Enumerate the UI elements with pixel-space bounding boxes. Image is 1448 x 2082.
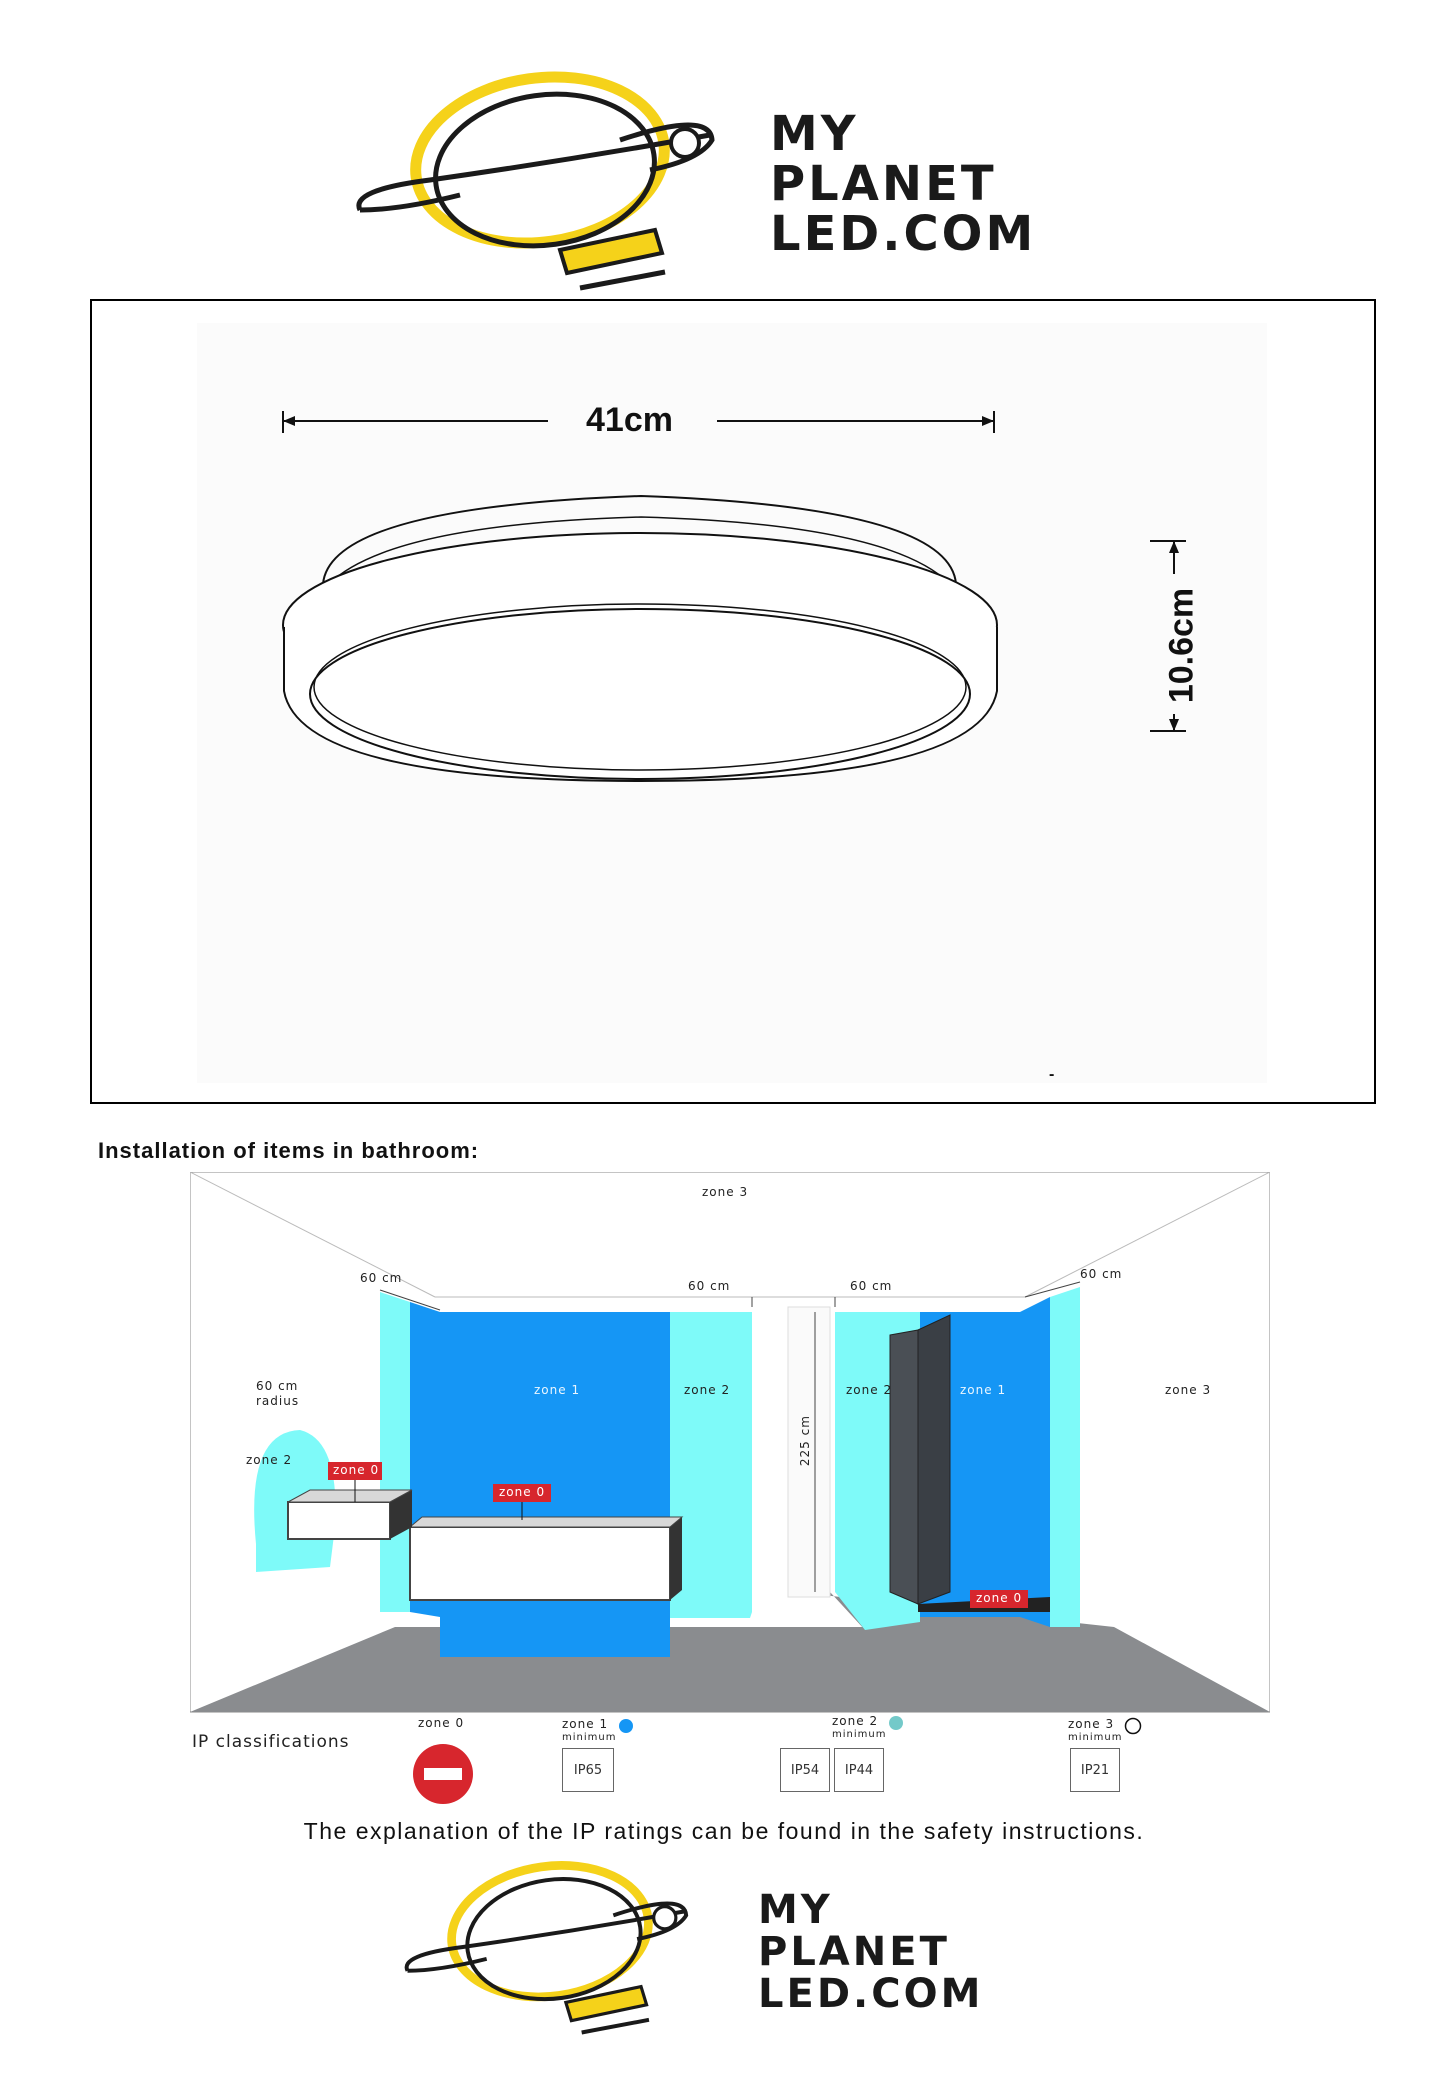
bathroom-zones-diagram <box>190 1172 1270 1714</box>
logo-top <box>340 60 1100 290</box>
zone0-shower-label: zone 0 <box>976 1591 1023 1605</box>
product-dimension-frame <box>90 299 1376 1104</box>
zone3-top-label: zone 3 <box>702 1185 749 1199</box>
dim-60-right-label: 60 cm <box>1080 1267 1123 1281</box>
ip-zone2-min: minimum <box>832 1729 887 1740</box>
ip21-box: IP21 <box>1070 1748 1120 1792</box>
zone1-bath-label: zone 1 <box>534 1383 581 1397</box>
ip65-box: IP65 <box>562 1748 614 1792</box>
height-label: 10.6cm <box>1162 587 1201 704</box>
ip-zone2-label: zone 2 <box>832 1714 879 1728</box>
logo-line-3: LED.COM <box>758 1971 984 2017</box>
zone1-dot-icon <box>618 1718 634 1734</box>
logo-line-3: LED.COM <box>770 206 1037 262</box>
zone0-bath-label: zone 0 <box>499 1485 546 1499</box>
dim-60-left-label: 60 cm <box>360 1271 403 1285</box>
zone1-shower-label: zone 1 <box>960 1383 1007 1397</box>
radius-label-line1: 60 cm <box>256 1379 299 1393</box>
ip-zone1-min: minimum <box>562 1732 617 1743</box>
height-225-label: 225 cm <box>797 1415 812 1467</box>
zone3-right-label: zone 3 <box>1165 1383 1212 1397</box>
planet-bulb-icon <box>380 1852 720 2042</box>
ip-classifications <box>190 1714 1270 1804</box>
zone3-dot-icon <box>1124 1717 1142 1735</box>
ip54-box: IP54 <box>780 1748 830 1792</box>
zone0-sink-label: zone 0 <box>333 1463 380 1477</box>
zone2-dot-icon <box>888 1715 904 1731</box>
logo-line-1: MY <box>758 1887 833 1933</box>
ip-title: IP classifications <box>192 1732 350 1752</box>
no-entry-icon <box>412 1743 474 1805</box>
ip-zone3-label: zone 3 <box>1068 1717 1115 1731</box>
planet-bulb-icon <box>340 60 740 300</box>
logo-bottom <box>380 1852 1140 2082</box>
logo-line-1: MY <box>770 106 859 162</box>
bathroom-heading: Installation of items in bathroom: <box>98 1138 480 1163</box>
dim-60-mid-right-label: 60 cm <box>850 1279 893 1293</box>
ip-ratings-note: The explanation of the IP ratings can be found in the safety instructions. <box>303 1818 1145 1844</box>
radius-label-line2: radius <box>256 1394 300 1408</box>
ip44-box: IP44 <box>834 1748 884 1792</box>
zone2-bath-label: zone 2 <box>684 1383 731 1397</box>
logo-line-2: PLANET <box>758 1929 950 1975</box>
bathroom-zones-illustration <box>190 1172 1270 1714</box>
zone2-sink-label: zone 2 <box>246 1453 293 1467</box>
width-label: 41cm <box>586 401 673 439</box>
dim-60-mid-left-label: 60 cm <box>688 1279 731 1293</box>
ip-zone1-label: zone 1 <box>562 1717 609 1731</box>
zone2-shower-label: zone 2 <box>846 1383 893 1397</box>
ip-zone3-min: minimum <box>1068 1732 1123 1743</box>
dash-mark: - <box>1049 1066 1055 1083</box>
ip-zone0-label: zone 0 <box>418 1716 465 1730</box>
logo-line-2: PLANET <box>770 156 997 212</box>
